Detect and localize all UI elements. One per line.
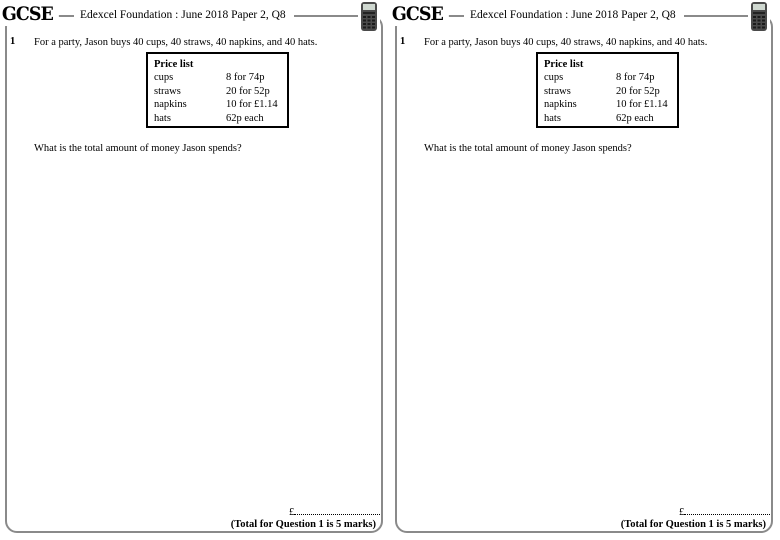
header-title: Edexcel Foundation : June 2018 Paper 2, Q8 <box>74 8 294 22</box>
price-item-name: hats <box>154 112 171 124</box>
price-item-value: 20 for 52p <box>226 85 270 97</box>
price-item-name: straws <box>154 85 181 97</box>
question-intro: For a party, Jason buys 40 cups, 40 straws, 40 napkins, and 40 hats. <box>424 37 708 48</box>
price-item-value: 10 for £1.14 <box>616 99 668 110</box>
gcse-logo: GCSE <box>0 2 58 26</box>
price-item-value: 8 for 74p <box>616 72 655 83</box>
price-list-box <box>536 52 679 128</box>
question-prompt: What is the total amount of money Jason spends? <box>424 143 632 154</box>
answer-currency: £ <box>289 507 295 518</box>
header-title: Edexcel Foundation : June 2018 Paper 2, Q8 <box>464 8 684 22</box>
price-row <box>544 98 677 112</box>
price-row <box>154 98 287 112</box>
price-item-value: 62p each <box>616 112 654 124</box>
price-row <box>544 71 677 85</box>
total-marks: (Total for Question 1 is 5 marks) <box>620 519 766 530</box>
price-row <box>544 85 677 99</box>
gcse-logo: GCSE <box>390 2 448 26</box>
question-number: 1 <box>400 36 406 47</box>
price-item-name: cups <box>154 72 174 83</box>
price-row <box>544 112 677 126</box>
answer-line[interactable] <box>679 505 770 519</box>
price-list-title: Price list <box>154 59 194 70</box>
answer-line[interactable] <box>289 505 380 519</box>
price-list-box <box>146 52 289 128</box>
total-marks: (Total for Question 1 is 5 marks) <box>230 519 376 530</box>
price-item-name: straws <box>544 85 571 97</box>
price-item-value: 10 for £1.14 <box>226 99 278 110</box>
price-item-value: 62p each <box>226 112 264 124</box>
price-row <box>154 85 287 99</box>
answer-dotted-line[interactable] <box>684 505 770 515</box>
answer-dotted-line[interactable] <box>294 505 380 515</box>
calculator-icon <box>748 1 770 32</box>
price-list-title: Price list <box>544 59 584 70</box>
price-item-name: hats <box>544 112 561 124</box>
worksheet-page-right <box>390 0 780 540</box>
price-item-name: cups <box>544 72 564 83</box>
price-item-value: 20 for 52p <box>616 85 660 97</box>
price-item-name: napkins <box>154 99 187 110</box>
price-item-value: 8 for 74p <box>226 72 265 83</box>
price-item-name: napkins <box>544 99 577 110</box>
question-prompt: What is the total amount of money Jason spends? <box>34 143 242 154</box>
question-intro: For a party, Jason buys 40 cups, 40 straws, 40 napkins, and 40 hats. <box>34 37 318 48</box>
question-number: 1 <box>10 36 16 47</box>
price-row <box>154 71 287 85</box>
answer-currency: £ <box>679 507 685 518</box>
price-row <box>154 112 287 126</box>
calculator-icon <box>358 1 380 32</box>
